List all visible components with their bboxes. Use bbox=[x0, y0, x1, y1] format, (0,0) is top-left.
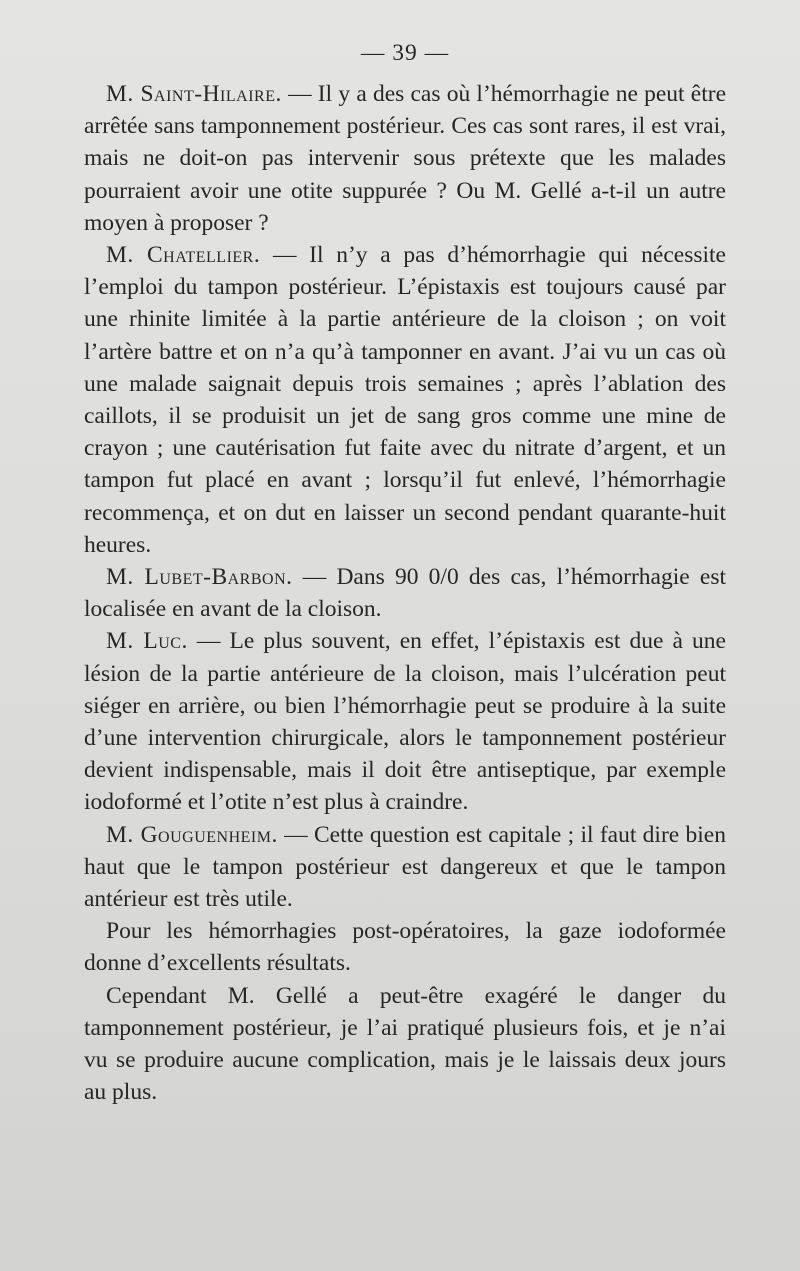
speaker-name: M. Luc. bbox=[106, 628, 188, 655]
paragraph-text: — Il y a des cas où l’hémorrhagie ne peut être arrêtée sans tamponnement postérieur. Ces cas sont rares, il est vrai, mais ne doit-on pas intervenir sous prétexte que les malades pourraient avoir une otite suppurée ? Ou M. Gellé a-t-il un autre moyen à proposer ? bbox=[84, 81, 727, 236]
paragraph-lubet-barbon bbox=[84, 561, 726, 625]
paragraph-gouguenheim bbox=[84, 819, 726, 916]
speaker-name: M. Chatellier. bbox=[106, 242, 261, 269]
paragraph-text: — Dans 90 0/0 des cas, l’hémorrhagie est localisée en avant de la cloison. bbox=[84, 564, 726, 623]
page-number: — 39 — bbox=[360, 40, 450, 66]
paragraph-text: — Il n’y a pas d’hémorrhagie qui nécessite l’emploi du tampon postérieur. L’épistaxis est toujours causé par une rhinite limitée à la partie antérieure de la cloison ; on voit l’artère battre et on n’a qu’à tamponner en avant. J’ai vu un cas où une malade saignait depuis trois semaines ; après l’ablation des caillots, il se produisit un jet de sang gros comme une mine de crayon ; une cautérisation fut faite avec du nitrate d’argent, et un tampon fut placé en avant ; lorsqu’il fut enlevé, l’hémorrhagie recommença, et on dut en laisser un second pendant quarante-huit heures. bbox=[84, 242, 726, 558]
paragraph-saint-hilaire bbox=[84, 78, 726, 239]
page-text bbox=[84, 36, 726, 1109]
paragraph-text: — Cette question est capitale ; il faut dire bien haut que le tampon postérieur est dangereux et que le tampon antérieur est très utile. bbox=[84, 821, 726, 913]
paragraph-chatellier bbox=[84, 239, 726, 561]
paragraph-text: Cependant M. Gellé a peut-être exagéré le danger du tamponnement postérieur, je l’ai pratiqué plusieurs fois, et je n’ai vu se produire aucune complication, mais je le laissais deux jours au plus. bbox=[84, 982, 726, 1106]
paragraph-post-operatoires bbox=[84, 915, 726, 979]
paragraph-text: — Le plus souvent, en effet, l’épistaxis est due à une lésion de la partie antérieure de la cloison, mais l’ulcération peut siéger en arrière, ou bien l’hémorrhagie peut se produire à la suite d’une intervention chirurgicale, alors le tamponnement postérieur devient indispensable, mais il doit être antiseptique, par exemple iodoformé et l’otite n’est plus à craindre. bbox=[84, 628, 726, 816]
speaker-name: M. Lubet-Barbon. bbox=[106, 564, 293, 591]
speaker-name: M. Saint-Hilaire. bbox=[106, 81, 282, 107]
paragraph-text: Pour les hémorrhagies post-opératoires, la gaze iodoformée donne d’excellents résultats. bbox=[84, 918, 726, 977]
paragraph-cependant bbox=[84, 980, 726, 1109]
paragraph-luc bbox=[84, 625, 726, 818]
speaker-name: M. Gouguenheim. bbox=[106, 821, 278, 848]
